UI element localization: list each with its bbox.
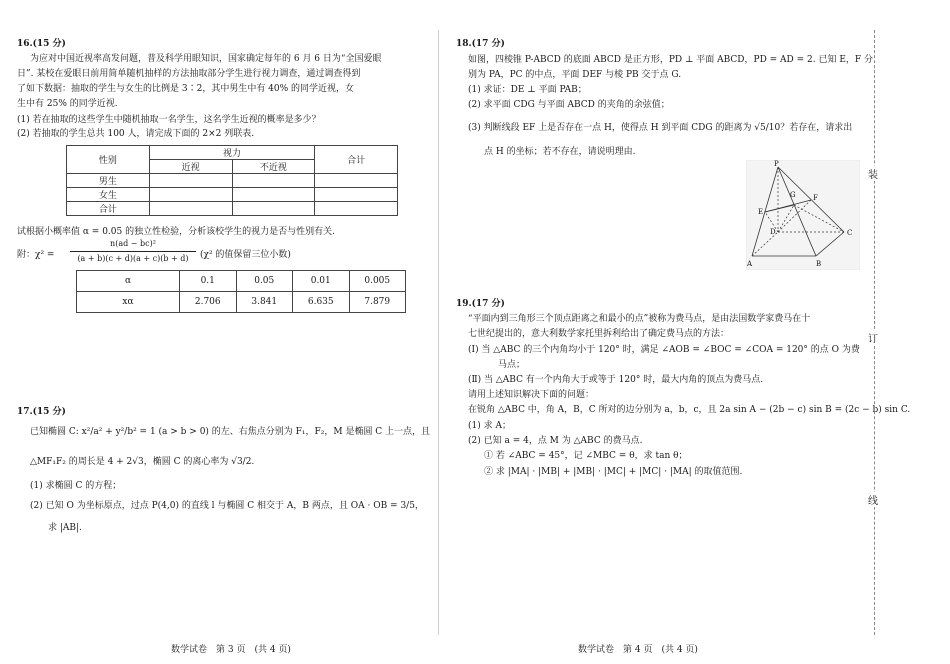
vertex-label: B [816, 260, 822, 268]
x-cell: 6.635 [293, 292, 350, 313]
vertex-label: P [774, 160, 779, 168]
q16-heading: 16.(15 分) [17, 39, 66, 49]
q19-heading: 19.(17 分) [456, 299, 505, 309]
binding-char: 线 [868, 492, 878, 507]
q16-line: (2) 若抽取的学生总共 100 人，请完成下面的 2×2 列联表. [17, 129, 255, 139]
right-footer: 数学试卷 第 4 页 (共 4 页) [578, 645, 698, 655]
formula-denominator: (a + b)(c + d)(a + c)(b + d) [77, 254, 189, 263]
q16-test-line: 试根据小概率值 α = 0.05 的独立性检验，分析该校学生的视力是否与性别有关. [17, 227, 335, 237]
q17-line: (1) 求椭圆 C 的方程； [30, 481, 122, 491]
q16-line: 日”. 某校在爱眼日前用简单随机抽样的方法抽取部分学生进行视力调查，通过调查得到 [17, 69, 361, 79]
alpha-cell: 0.005 [349, 271, 406, 292]
q19-line: (Ⅱ) 当 △ABC 有一个内角大于或等于 120° 时，最大内角的顶点为费马点. [468, 375, 764, 385]
vertex-label: D [770, 228, 776, 236]
alpha-cell: 0.1 [180, 271, 237, 292]
table-row [67, 188, 398, 202]
q18-line: 别为 PA，PC 的中点，平面 DEF 与棱 PB 交于点 G. [468, 70, 682, 80]
contingency-table [66, 145, 398, 216]
q19-line: “平面内到三角形三个顶点距离之和最小的点”被称为费马点，是由法国数学家费马在十 [468, 314, 811, 324]
x-alpha-label: xα [77, 292, 180, 313]
alpha-label: α [77, 271, 180, 292]
x-cell: 7.879 [349, 292, 406, 313]
q16-line: (1) 若在抽取的这些学生中随机抽取一名学生，这名学生近视的概率是多少？ [17, 115, 321, 125]
q19-line: 马点； [498, 360, 526, 370]
alpha-cell: 0.05 [236, 271, 293, 292]
vertex-label: G [790, 191, 796, 199]
q19-line: 在锐角 △ABC 中，角 A，B，C 所对的边分别为 a，b，c，且 2a sin A − (2b − c) sin B = (2c − b) sin C. [468, 405, 911, 415]
page-divider [438, 30, 439, 635]
th-total: 合计 [315, 146, 398, 174]
pyramid-figure [746, 160, 860, 270]
q16-line: 生中有 25% 的同学近视. [17, 99, 118, 109]
q19-line: 请用上述知识解决下面的问题： [468, 390, 595, 400]
q17-line: △MF₁F₂ 的周长是 4 + 2√3，椭圆 C 的离心率为 √3/2. [30, 457, 255, 467]
q17-heading: 17.(15 分) [17, 407, 66, 417]
left-footer: 数学试卷 第 3 页 (共 4 页) [171, 645, 291, 655]
q19-line: (2) 已知 a = 4，点 M 为 △ABC 的费马点. [468, 436, 643, 446]
vertex-label: C [847, 229, 853, 237]
q17-line: 已知椭圆 C: x²/a² + y²/b² = 1 (a > b > 0) 的左、右焦点分别为 F₁，F₂，M 是椭圆 C 上一点，且 [30, 427, 431, 437]
th-not-near: 不近视 [232, 160, 315, 174]
q18-line: (3) 判断线段 EF 上是否存在一点 H，使得点 H 到平面 CDG 的距离为 √5/10？若存在，请求出 [468, 123, 853, 133]
q18-heading: 18.(17 分) [456, 39, 505, 49]
row-label: 女生 [67, 188, 150, 202]
x-cell: 2.706 [180, 292, 237, 313]
formula-prefix: 附：χ² = [17, 250, 55, 260]
q18-line: (1) 求证：DE ⊥ 平面 PAB； [468, 85, 587, 95]
binding-char: 订 [868, 330, 878, 345]
vertex-label: F [813, 194, 818, 202]
row-label: 合计 [67, 202, 150, 216]
q19-line: ② 求 |MA| · |MB| + |MB| · |MC| + |MC| · |MA| 的取值范围. [484, 467, 743, 477]
q18-line: (2) 求平面 CDG 与平面 ABCD 的夹角的余弦值； [468, 100, 670, 110]
table-row [67, 174, 398, 188]
row-label: 男生 [67, 174, 150, 188]
alpha-cell: 0.01 [293, 271, 350, 292]
alpha-table [76, 270, 406, 313]
q19-line: 七世纪提出的，意大利数学家托里拆利给出了确定费马点的方法： [468, 329, 730, 339]
q17-line: 求 |AB|. [48, 523, 82, 533]
q19-line: (1) 求 A； [468, 421, 511, 431]
q19-line: ① 若 ∠ABC = 45°，记 ∠MBC = θ，求 tan θ； [484, 451, 688, 461]
x-cell: 3.841 [236, 292, 293, 313]
q19-line: (Ⅰ) 当 △ABC 的三个内角均小于 120° 时，满足 ∠AOB = ∠BOC = ∠COA = 120° 的点 O 为费 [468, 345, 860, 355]
q16-line: 了如下数据：抽取的学生与女生的比例是 3∶2，其中男生中有 40% 的同学近视，女 [17, 84, 355, 94]
q18-line: 点 H 的坐标；若不存在，请说明理由. [484, 147, 636, 157]
q18-line: 如图，四棱锥 P-ABCD 的底面 ABCD 是正方形，PD ⊥ 平面 ABCD，PD = AD = 2. 已知 E，F 分 [468, 55, 874, 65]
formula-numerator: n(ad − bc)² [110, 239, 156, 248]
vertex-label: A [747, 260, 753, 268]
formula-bar [70, 251, 196, 252]
th-near: 近视 [149, 160, 232, 174]
q17-line: (2) 已知 O 为坐标原点，过点 P(4,0) 的直线 l 与椭圆 C 相交于 A，B 两点，且 OA · OB = 3/5， [30, 501, 424, 511]
th-vision: 视力 [149, 146, 315, 160]
vertex-label: E [758, 208, 764, 216]
table-row [67, 202, 398, 216]
formula-note: (χ² 的值保留三位小数) [200, 250, 291, 260]
th-gender: 性别 [67, 146, 150, 174]
binding-char: 装 [868, 166, 878, 181]
q16-line: 为应对中国近视率高发问题，普及科学用眼知识，国家确定每年的 6 月 6 日为“全国爱眼 [30, 54, 382, 64]
